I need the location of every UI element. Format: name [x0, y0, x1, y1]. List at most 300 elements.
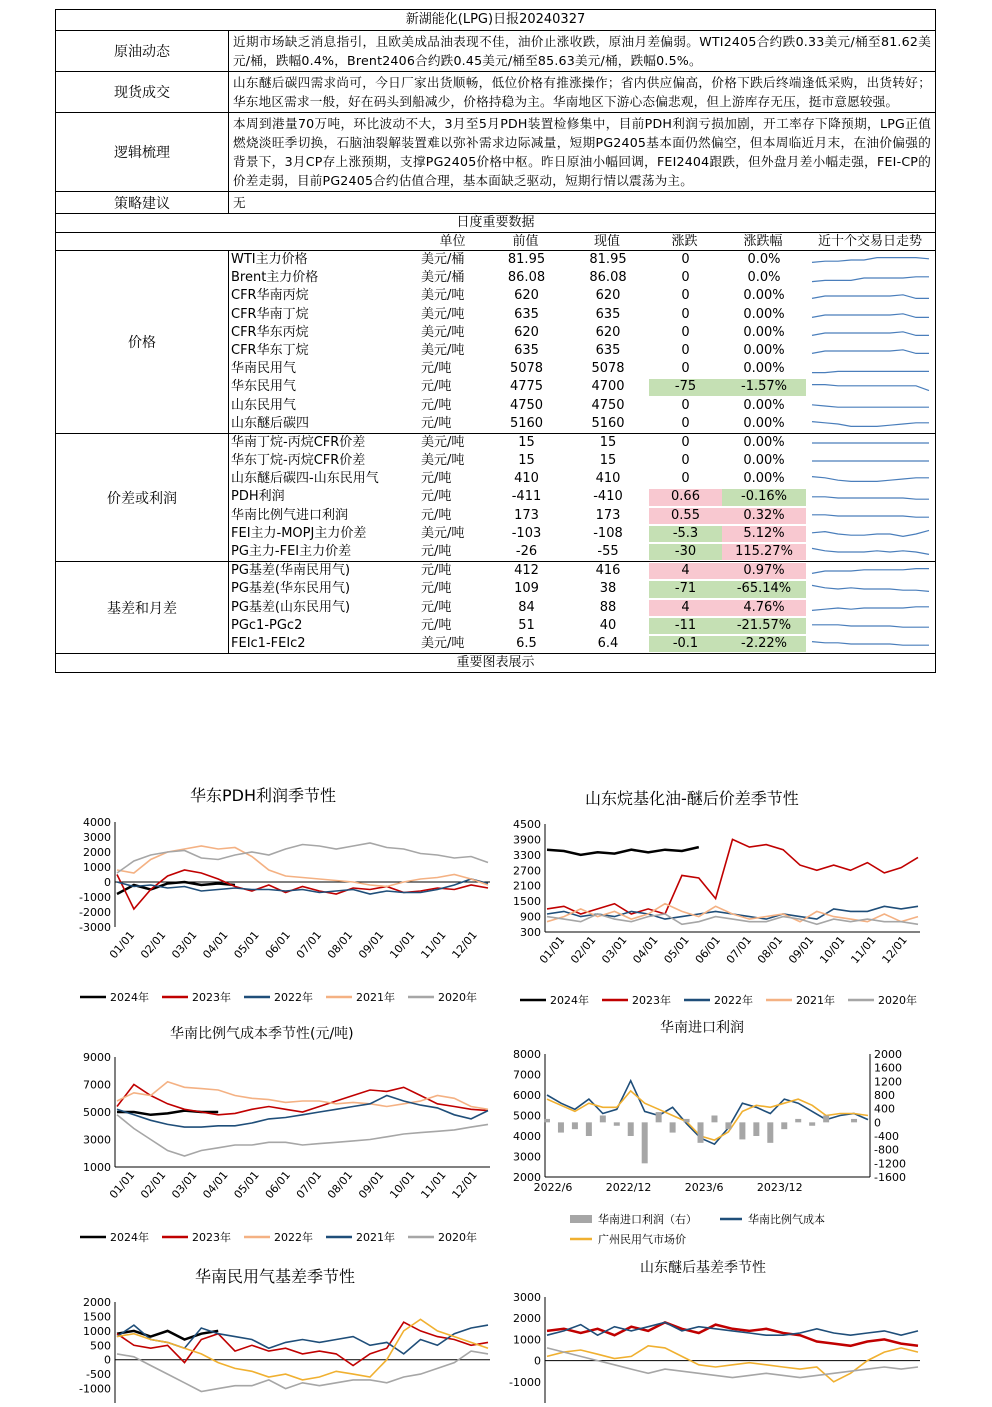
row-change-pct: 5.12%	[722, 526, 806, 542]
row-change-pct: 0.00%	[743, 415, 785, 431]
legend-label: 2022年	[274, 991, 313, 1004]
sparkline-line	[812, 421, 929, 426]
y-tick-label: -500	[86, 1368, 111, 1382]
y-tick-label: 500	[90, 1339, 111, 1353]
row-change: 0	[681, 361, 690, 377]
charts-title: 重要图表展示	[456, 655, 535, 671]
row-name: Brent主力价格	[231, 270, 319, 286]
y-tick-label: 3300	[513, 848, 541, 862]
y2-tick-label: -1600	[874, 1171, 906, 1184]
x-tick-label: 10/01	[387, 1168, 418, 1202]
legend-label: 2024年	[110, 1231, 149, 1244]
row-curr: 416	[595, 563, 621, 579]
row-prev: -103	[511, 525, 542, 541]
legend-label: 2022年	[274, 1231, 313, 1244]
sparkline-line	[812, 625, 929, 627]
row-prev: 109	[514, 581, 539, 597]
row-change-pct: 0.0%	[747, 252, 781, 267]
row-curr: 173	[595, 507, 621, 523]
row-name: CFR华东丙烷	[231, 324, 309, 340]
x-tick-label: 09/01	[356, 1168, 387, 1202]
row-unit: 元/吨	[421, 489, 452, 505]
legend-label: 2020年	[438, 1231, 477, 1244]
chart-title: 华东PDH利润季节性	[190, 786, 337, 805]
y-tick-label: 3000	[513, 1150, 541, 1164]
x-tick-label: 02/01	[138, 1168, 169, 1202]
sparkline-line	[812, 295, 929, 299]
y-tick-label: 4000	[83, 816, 111, 829]
y-tick-label: 0	[534, 1354, 541, 1368]
row-name: FEIc1-FEIc2	[231, 635, 306, 651]
x-tick-label: 03/01	[169, 928, 200, 962]
x-tick-label: 09/01	[786, 933, 817, 967]
row-unit: 元/吨	[421, 507, 452, 523]
row-prev: 84	[518, 599, 535, 615]
series-line	[117, 843, 488, 873]
series-line	[547, 906, 918, 919]
row-change-pct: -1.57%	[722, 379, 806, 395]
x-tick-label: 2022/6	[533, 1181, 573, 1194]
table-row	[229, 324, 935, 342]
y2-tick-label: 0	[874, 1116, 881, 1130]
y-tick-label: 1500	[513, 895, 541, 909]
row-unit: 元/吨	[421, 563, 452, 579]
trend-sparkline	[806, 342, 935, 360]
legend-label: 2021年	[796, 994, 835, 1007]
row-curr: -108	[593, 525, 623, 541]
row-change-pct: 0.97%	[722, 563, 806, 579]
y-tick-label: 0	[104, 876, 111, 889]
profit-bar	[586, 1122, 592, 1136]
table-row	[229, 488, 935, 506]
sparkline-line	[812, 548, 929, 554]
row-name: 华南民用气	[231, 361, 297, 377]
y-tick-label: 300	[520, 926, 541, 939]
row-unit: 美元/桶	[421, 252, 465, 267]
group-label: 价格	[56, 251, 229, 433]
profit-bar	[739, 1122, 745, 1139]
trend-sparkline	[806, 415, 935, 433]
trend-sparkline	[806, 360, 935, 378]
y-tick-label: 2000	[513, 1312, 541, 1326]
header-trend: 近十个交易日走势	[805, 233, 935, 251]
row-curr: 635	[595, 342, 621, 358]
row-curr: 81.95	[589, 252, 627, 267]
row-unit: 元/吨	[421, 361, 452, 377]
table-title: 日度重要数据	[56, 214, 935, 233]
row-change: 0	[681, 415, 690, 431]
row-prev: 6.5	[516, 635, 537, 651]
header-curr: 现值	[566, 233, 648, 251]
row-unit: 元/吨	[421, 581, 452, 597]
legend-label: 2023年	[192, 991, 231, 1004]
trend-sparkline	[806, 488, 935, 506]
row-change: -5.3	[649, 526, 722, 542]
x-tick-label: 07/01	[293, 1168, 325, 1202]
y-tick-label: 2000	[83, 1296, 111, 1309]
profit-bar	[823, 1116, 829, 1123]
row-change: 0	[681, 342, 690, 358]
row-prev: 5078	[509, 361, 544, 377]
y2-tick-label: 800	[874, 1089, 895, 1102]
header-unit: 单位	[420, 233, 485, 251]
profit-bar	[544, 1119, 550, 1122]
row-name: 山东醚后碳四	[231, 415, 310, 431]
row-change: 4	[649, 600, 722, 616]
row-prev: 620	[514, 324, 539, 340]
row-prev: 51	[518, 617, 535, 633]
row-curr: 15	[599, 453, 617, 469]
row-name: CFR华南丁烷	[231, 306, 309, 322]
table-row	[229, 452, 935, 470]
trend-sparkline	[806, 269, 935, 287]
legend-label: 2020年	[878, 994, 917, 1007]
y2-tick-label: 1200	[874, 1075, 902, 1089]
sparkline-line	[812, 606, 929, 610]
x-tick-label: 07/01	[723, 933, 755, 967]
row-curr: 4700	[591, 379, 625, 395]
section-3	[56, 192, 935, 214]
sparkline-line	[812, 258, 929, 263]
sparkline-line	[812, 642, 929, 646]
table-row	[229, 543, 935, 561]
x-tick-label: 09/01	[356, 928, 387, 962]
table-row	[229, 599, 935, 617]
x-tick-label: 11/01	[418, 1168, 449, 1202]
row-curr: 15	[599, 434, 617, 450]
row-change: 0	[681, 434, 690, 450]
profit-bar	[795, 1119, 801, 1122]
row-change-pct: 4.76%	[722, 600, 806, 616]
profit-bar	[781, 1122, 787, 1129]
row-change-pct: 115.27%	[722, 544, 806, 560]
y-tick-label: 3000	[83, 831, 111, 844]
row-change: 0	[681, 471, 690, 487]
header-pct: 涨跌幅	[721, 233, 805, 251]
trend-sparkline	[806, 397, 935, 415]
sparkline-line	[812, 385, 929, 391]
y-tick-label: 5000	[83, 1106, 111, 1119]
x-tick-label: 02/01	[568, 933, 599, 967]
x-tick-label: 11/01	[418, 928, 449, 962]
legend-label: 2022年	[714, 994, 753, 1007]
x-tick-label: 05/01	[231, 1168, 262, 1202]
data-group-1	[56, 434, 935, 562]
sparkline-line	[812, 586, 929, 592]
profit-bar	[628, 1122, 634, 1136]
y-tick-label: 1000	[513, 1333, 541, 1347]
series-line	[547, 1081, 868, 1145]
x-tick-label: 2023/12	[756, 1181, 803, 1194]
row-unit: 美元/吨	[421, 453, 465, 469]
row-unit: 美元/吨	[421, 525, 465, 541]
y-tick-label: 1500	[83, 1310, 111, 1324]
trend-sparkline	[806, 507, 935, 525]
row-unit: 美元/吨	[421, 434, 465, 450]
table-header	[56, 233, 935, 251]
profit-bar	[698, 1122, 704, 1143]
y-tick-label: 8000	[513, 1048, 541, 1061]
series-line	[117, 1085, 488, 1115]
trend-sparkline	[806, 580, 935, 598]
row-change: 0.55	[649, 508, 722, 524]
profit-bar	[725, 1122, 731, 1129]
row-curr: 410	[595, 471, 621, 487]
row-change: 0.66	[649, 489, 722, 505]
row-change: 4	[649, 563, 722, 579]
row-change: 0	[681, 306, 690, 322]
legend-label: 2023年	[192, 1231, 231, 1244]
row-name: PGc1-PGc2	[231, 617, 303, 633]
row-name: 山东醚后碳四-山东民用气	[231, 471, 379, 487]
table-row	[229, 378, 935, 396]
y-tick-label: 2000	[83, 846, 111, 859]
y-tick-label: 2700	[513, 864, 541, 878]
section-text: 本周到港量70万吨，环比波动不大，3月至5月PDH装置检修集中，目前PDH利润亏损加剧，开工率存下降预期，LPG正值燃烧淡旺季切换，石脑油裂解装置难以弥补需求边际减量，短期PG2405基本面仍然偏空，但本周临近月末，在油价偏强的背景下，3月CP存上涨预期，支撑PG2405价格中枢。昨日原油小幅回调，FEI2404跟跌，但外盘月差小幅走强，FEI-CP的价差走弱，目前PG2405合约估值合理，基本面缺乏驱动，短期行情以震荡为主。	[233, 116, 931, 188]
sparkline-line	[812, 277, 929, 282]
y-tick-label: -1000	[79, 1382, 111, 1396]
row-name: WTI主力价格	[231, 252, 308, 267]
section-2	[56, 113, 935, 192]
x-tick-label: 06/01	[262, 1168, 293, 1202]
x-tick-label: 01/01	[106, 928, 138, 962]
sparkline-line	[812, 477, 929, 482]
profit-bar	[684, 1119, 690, 1122]
sparkline-line	[812, 404, 929, 406]
row-name: 华南丁烷-丙烷CFR价差	[231, 434, 366, 450]
section-text: 山东醚后碳四需求尚可，今日厂家出货顺畅，低位价格有推涨操作；省内供应偏高，价格下跌后终端逢低采购，出货转好；华东地区需求一般，好在码头到船减少，价格持稳为主。华南地区下游心态偏悲观，但上游库存无压，挺市意愿较强。	[233, 75, 931, 109]
row-unit: 元/吨	[421, 599, 452, 615]
x-tick-label: 2023/6	[684, 1181, 724, 1194]
sparkline-line	[812, 313, 929, 317]
row-change-pct: 0.32%	[722, 508, 806, 524]
row-curr: 38	[599, 581, 617, 597]
row-name: PG主力-FEI主力价差	[231, 544, 352, 559]
trend-sparkline	[806, 251, 935, 269]
row-change-pct: -65.14%	[722, 581, 806, 597]
chart-2	[60, 1022, 500, 1252]
y-tick-label: -2000	[79, 906, 111, 919]
row-unit: 美元/吨	[421, 342, 465, 358]
chart-title: 华南民用气基差季节性	[195, 1267, 356, 1286]
row-name: FEI主力-MOPJ主力价差	[231, 525, 367, 541]
table-row	[229, 415, 935, 433]
row-change-pct: 0.00%	[743, 324, 785, 340]
section-label: 逻辑梳理	[56, 113, 229, 191]
row-prev: 5160	[509, 415, 544, 431]
section-text: 无	[233, 195, 246, 210]
section-label: 原油动态	[56, 31, 229, 71]
row-prev: 635	[514, 306, 539, 322]
trend-sparkline	[806, 617, 935, 635]
table-row	[229, 434, 935, 452]
sparkline-line	[812, 350, 929, 354]
series-line	[547, 1348, 918, 1378]
row-unit: 元/吨	[421, 617, 452, 633]
profit-bar	[711, 1116, 717, 1123]
row-change: -30	[649, 544, 722, 560]
row-unit: 元/吨	[421, 397, 452, 413]
legend-label: 2020年	[438, 991, 477, 1004]
row-name: 华东丁烷-丙烷CFR价差	[231, 453, 366, 469]
row-name: PDH利润	[231, 489, 285, 505]
y-tick-label: -3000	[79, 921, 111, 934]
row-curr: 4750	[591, 397, 625, 413]
chart-0	[60, 782, 500, 1022]
y-tick-label: 4000	[513, 1130, 541, 1143]
row-change: 0	[681, 270, 690, 286]
x-tick-label: 12/01	[449, 928, 480, 962]
row-change: 0	[681, 252, 690, 267]
row-prev: 86.08	[507, 270, 546, 286]
chart-1	[500, 782, 930, 1022]
table-row	[229, 507, 935, 525]
row-change-pct: 0.00%	[743, 361, 785, 377]
y-tick-label: 7000	[513, 1068, 541, 1082]
row-curr: 620	[595, 288, 621, 304]
y-tick-label: 900	[520, 910, 541, 924]
row-name: 山东民用气	[231, 397, 297, 413]
section-label: 策略建议	[56, 192, 229, 213]
row-change: 0	[681, 453, 690, 469]
section-text: 近期市场缺乏消息指引，且欧美成品油表现不佳，油价止涨收跌，原油月差偏弱。WTI2405合约跌0.33美元/桶至81.62美元/桶，跌幅0.4%，Brent2406合约跌0.45美元/桶至85.63美元/桶，跌幅0.5%。	[233, 34, 931, 68]
x-tick-label: 10/01	[817, 933, 848, 967]
data-group-0	[56, 251, 935, 434]
x-tick-label: 07/01	[293, 928, 325, 962]
trend-sparkline	[806, 452, 935, 470]
y-tick-label: 6000	[513, 1089, 541, 1102]
profit-bar	[656, 1112, 662, 1122]
row-prev: 412	[514, 563, 539, 579]
profit-bar	[809, 1122, 815, 1125]
legend-label: 广州民用气市场价	[598, 1233, 686, 1246]
row-change: 0	[681, 324, 690, 340]
profit-bar	[600, 1116, 606, 1123]
y2-tick-label: -1200	[874, 1157, 906, 1171]
group-label: 价差或利润	[56, 434, 229, 561]
row-curr: -410	[593, 489, 623, 505]
row-change-pct: -2.22%	[722, 636, 806, 652]
x-tick-label: 2022/12	[605, 1181, 652, 1194]
row-change-pct: 0.00%	[743, 342, 785, 358]
sparkline-line	[812, 515, 929, 517]
trend-sparkline	[806, 470, 935, 488]
y2-tick-label: 2000	[874, 1048, 902, 1061]
y-tick-label: 2100	[513, 879, 541, 893]
trend-sparkline	[806, 287, 935, 305]
row-change: -11	[649, 618, 722, 634]
row-name: CFR华东丁烷	[231, 342, 309, 358]
y2-tick-label: -800	[874, 1143, 899, 1157]
series-line	[547, 839, 918, 914]
row-prev: -411	[511, 489, 542, 505]
x-tick-label: 06/01	[692, 933, 723, 967]
row-curr: 5078	[591, 361, 625, 377]
row-curr: 6.4	[597, 635, 619, 651]
trend-sparkline	[806, 543, 935, 561]
table-row	[229, 251, 935, 269]
table-row	[229, 287, 935, 305]
row-curr: 88	[599, 599, 617, 615]
row-unit: 元/吨	[421, 415, 452, 431]
x-tick-label: 05/01	[231, 928, 262, 962]
chart-3	[500, 1012, 930, 1257]
header-chg: 涨跌	[648, 233, 721, 251]
legend-label: 2024年	[110, 991, 149, 1004]
data-group-2	[56, 562, 935, 654]
trend-sparkline	[806, 306, 935, 324]
row-change: 0	[681, 288, 690, 304]
header-prev: 前值	[485, 233, 566, 251]
y-tick-label: -1000	[79, 891, 111, 904]
row-unit: 元/吨	[421, 471, 452, 487]
x-tick-label: 01/01	[536, 933, 568, 967]
row-change-pct: 0.00%	[743, 397, 785, 413]
row-change-pct: 0.00%	[743, 471, 785, 487]
x-tick-label: 05/01	[661, 933, 692, 967]
table-row	[229, 306, 935, 324]
profit-bar	[558, 1122, 564, 1132]
trend-sparkline	[806, 525, 935, 543]
sparkline-line	[812, 332, 929, 336]
table-row	[229, 269, 935, 287]
row-change-pct: -0.16%	[722, 489, 806, 505]
table-row	[229, 342, 935, 360]
row-prev: -26	[515, 544, 538, 559]
series-line	[547, 1346, 918, 1382]
table-row	[229, 562, 935, 580]
chart-5	[500, 1257, 930, 1403]
row-curr: 620	[595, 324, 621, 340]
trend-sparkline	[806, 324, 935, 342]
series-line	[547, 847, 699, 855]
x-tick-label: 04/01	[200, 1168, 231, 1202]
x-tick-label: 02/01	[138, 928, 169, 962]
legend-label: 2023年	[632, 994, 671, 1007]
chart-svg	[500, 1012, 930, 1257]
sparkline-line	[812, 530, 929, 536]
row-curr: 40	[599, 617, 617, 633]
row-name: PG基差(华南民用气)	[231, 563, 351, 579]
row-change-pct: 0.00%	[743, 288, 785, 304]
x-tick-label: 10/01	[387, 928, 418, 962]
y-tick-label: 3900	[513, 833, 541, 847]
row-change: 0	[681, 397, 690, 413]
table-row	[229, 617, 935, 635]
section-1	[56, 72, 935, 113]
x-tick-label: 03/01	[169, 1168, 200, 1202]
profit-bar	[767, 1122, 773, 1143]
row-unit: 元/吨	[421, 544, 452, 559]
y-tick-label: 0	[104, 1353, 111, 1367]
x-tick-label: 11/01	[848, 933, 879, 967]
y2-tick-label: 400	[874, 1102, 895, 1116]
x-tick-label: 08/01	[324, 1168, 356, 1202]
row-prev: 173	[514, 507, 539, 523]
row-prev: 15	[518, 434, 535, 450]
legend-label: 2021年	[356, 1231, 395, 1244]
trend-sparkline	[806, 635, 935, 653]
profit-bar	[614, 1122, 620, 1125]
y-tick-label: 3000	[513, 1291, 541, 1304]
x-tick-label: 04/01	[200, 928, 231, 962]
y-tick-label: -1000	[509, 1375, 541, 1389]
row-unit: 美元/吨	[421, 324, 465, 340]
chart-svg	[500, 1257, 930, 1403]
x-tick-label: 03/01	[599, 933, 630, 967]
x-tick-label: 01/01	[106, 1168, 138, 1202]
row-change: -71	[649, 581, 722, 597]
